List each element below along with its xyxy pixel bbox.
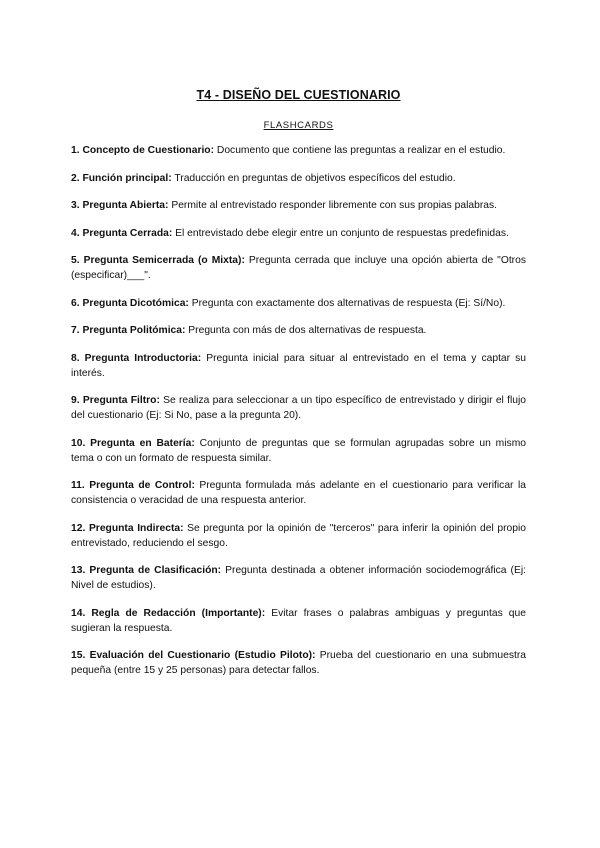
flashcard-item xyxy=(71,323,526,338)
flashcard-term: 6. Pregunta Dicotómica: xyxy=(71,297,189,309)
flashcard-term: 1. Concepto de Cuestionario: xyxy=(71,145,215,156)
flashcard-definition: Traducción en preguntas de objetivos específicos del estudio. xyxy=(171,172,456,184)
flashcard-definition: Se pregunta por la opinión de "terceros" para inferir la opinión del propio entrevistado, reduciendo el sesgo. xyxy=(71,522,526,549)
flashcard-term: 12. Pregunta Indirecta: xyxy=(71,522,184,534)
flashcard-item xyxy=(71,521,526,551)
flashcard-definition: Pregunta con más de dos alternativas de respuesta. xyxy=(185,325,427,336)
flashcard-item xyxy=(71,393,526,423)
section-subtitle: FLASHCARDS xyxy=(263,120,334,131)
flashcard-item xyxy=(71,253,526,283)
flashcard-definition: Pregunta cerrada que incluye una opción abierta de "Otros (especificar)___". xyxy=(71,255,526,281)
flashcard-item xyxy=(71,563,526,593)
flashcard-item xyxy=(71,171,526,186)
flashcard-item xyxy=(71,436,526,466)
page-title: T4 - DISEÑO DEL CUESTIONARIO xyxy=(196,88,401,102)
flashcard-definition: Pregunta formulada más adelante en el cuestionario para verificar la consistencia o veracidad de una respuesta anterior. xyxy=(71,480,526,506)
flashcard-definition: Evitar frases o palabras ambiguas y preguntas que sugieran la respuesta. xyxy=(71,607,526,634)
flashcard-item xyxy=(71,648,526,678)
flashcard-term: 2. Función principal: xyxy=(71,172,172,184)
flashcard-definition: Pregunta inicial para situar al entrevistado en el tema y captar su interés. xyxy=(71,352,526,379)
flashcard-term: 7. Pregunta Politómica: xyxy=(71,325,186,336)
flashcard-term: 10. Pregunta en Batería: xyxy=(71,437,195,449)
flashcard-term: 3. Pregunta Abierta: xyxy=(71,200,169,211)
flashcard-definition: Pregunta con exactamente dos alternativas de respuesta (Ej: Sí/No). xyxy=(188,297,506,309)
flashcard-term: 15. Evaluación del Cuestionario (Estudio Piloto): xyxy=(71,650,316,661)
document-page xyxy=(71,88,526,691)
flashcard-definition: Documento que contiene las preguntas a realizar en el estudio. xyxy=(214,145,506,156)
flashcard-definition: Prueba del cuestionario en una submuestra pequeña (entre 15 y 25 personas) para detectar fallos. xyxy=(71,650,527,676)
flashcard-term: 11. Pregunta de Control: xyxy=(71,480,195,491)
flashcard-definition: Conjunto de preguntas que se formulan agrupadas sobre un mismo tema o con un formato de respuesta similar. xyxy=(71,437,526,464)
flashcard-definition: El entrevistado debe elegir entre un conjunto de respuestas predefinidas. xyxy=(172,227,509,239)
flashcard-term: 9. Pregunta Filtro: xyxy=(71,395,160,406)
flashcard-term: 4. Pregunta Cerrada: xyxy=(71,227,173,239)
flashcard-list xyxy=(71,143,526,678)
flashcard-definition: Se realiza para seleccionar a un tipo específico de entrevistado y dirigir el flujo del cuestionario (Ej: Si No, pase a la pregunta 20). xyxy=(71,395,526,421)
flashcard-item xyxy=(71,226,526,241)
flashcard-term: 14. Regla de Redacción (Importante): xyxy=(71,607,266,619)
flashcard-item xyxy=(71,606,526,636)
flashcard-item xyxy=(71,478,526,508)
flashcard-definition: Pregunta destinada a obtener información sociodemográfica (Ej: Nivel de estudios). xyxy=(71,565,526,591)
flashcard-item xyxy=(71,296,526,311)
flashcard-definition: Permite al entrevistado responder libremente con sus propias palabras. xyxy=(168,200,497,211)
flashcard-term: 13. Pregunta de Clasificación: xyxy=(71,565,222,576)
flashcard-term: 8. Pregunta Introductoria: xyxy=(71,352,202,364)
flashcard-term: 5. Pregunta Semicerrada (o Mixta): xyxy=(71,255,245,266)
flashcard-item xyxy=(71,143,526,158)
flashcard-item xyxy=(71,198,526,213)
flashcard-item xyxy=(71,351,526,381)
